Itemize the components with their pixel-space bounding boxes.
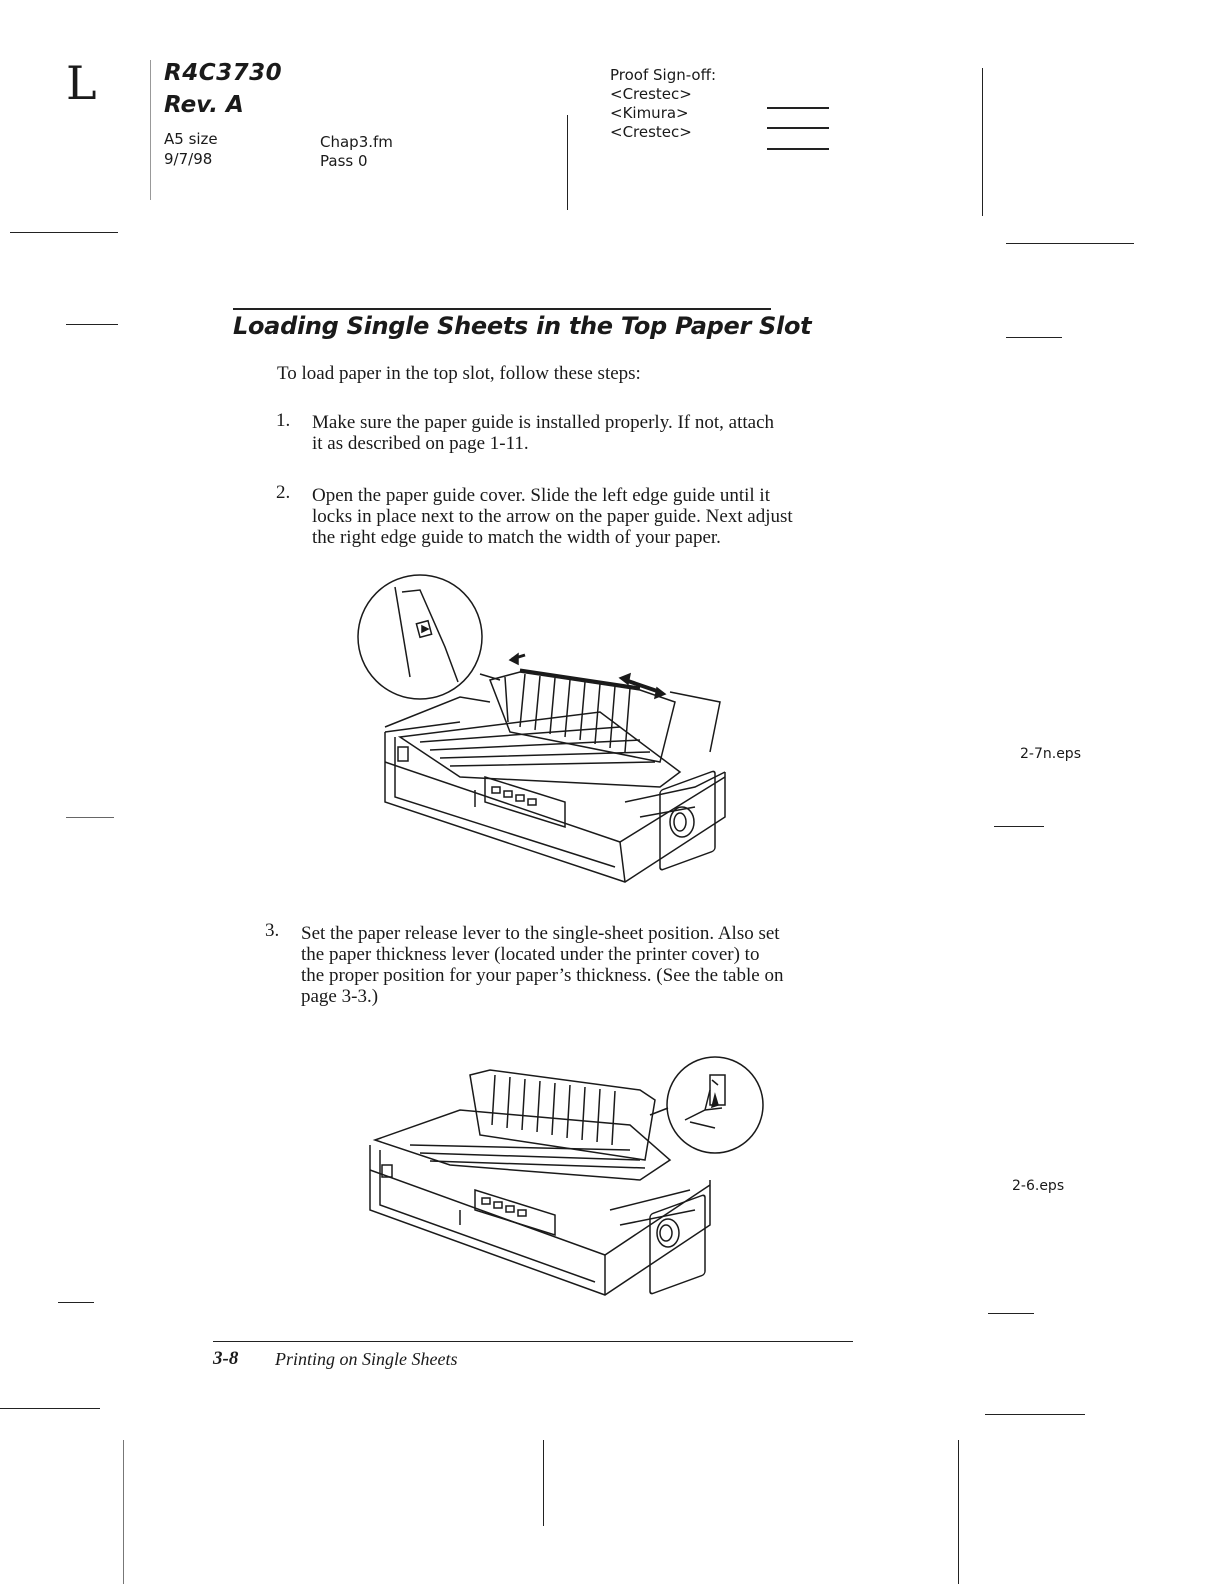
crop-mark <box>988 1313 1034 1314</box>
step-line: locks in place next to the arrow on the paper guide. Next adjust <box>312 506 793 527</box>
figure-filename: 2-7n.eps <box>1020 746 1081 762</box>
document-revision: Rev. A <box>164 92 244 118</box>
crop-mark <box>123 1440 124 1584</box>
signoff-line <box>767 107 829 109</box>
crop-mark <box>10 232 118 233</box>
proof-label: Proof Sign-off: <box>610 66 716 84</box>
signoff-line <box>767 148 829 150</box>
step-line: the paper thickness lever (located under the printer cover) to <box>301 944 760 965</box>
step-line: Set the paper release lever to the single-sheet position. Also set <box>301 923 780 944</box>
crop-mark <box>543 1440 544 1526</box>
intro-text: To load paper in the top slot, follow these steps: <box>277 363 641 384</box>
crop-mark <box>958 1440 959 1584</box>
date-label: 9/7/98 <box>164 150 213 168</box>
section-title: Loading Single Sheets in the Top Paper Slot <box>233 312 812 340</box>
proof-signoff-block <box>610 66 716 142</box>
step-line: Make sure the paper guide is installed properly. If not, attach <box>312 412 775 433</box>
step-line: page 3-3.) <box>301 986 379 1007</box>
header-divider <box>567 115 568 210</box>
crop-mark <box>985 1414 1085 1415</box>
page-size-label: A5 size <box>164 130 218 148</box>
file-name-label: Chap3.fm <box>320 133 393 151</box>
step-number: 3. <box>265 920 280 941</box>
page-number: 3-8 <box>213 1348 239 1369</box>
printer-paper-guide-illustration <box>340 562 740 902</box>
step-number: 1. <box>276 410 291 431</box>
proof-name: <Crestec> <box>610 123 692 141</box>
crop-mark <box>994 826 1044 827</box>
signoff-line <box>767 127 829 129</box>
crop-mark <box>66 324 118 325</box>
step-text <box>312 485 872 548</box>
crop-mark <box>0 1408 100 1409</box>
step-line: Open the paper guide cover. Slide the left edge guide until it <box>312 485 770 506</box>
step-text <box>301 923 881 1007</box>
document-code: R4C3730 <box>164 60 283 86</box>
right-margin-line <box>982 68 983 216</box>
figure-filename: 2-6.eps <box>1012 1178 1065 1194</box>
crop-mark <box>66 817 114 818</box>
crop-mark <box>58 1302 94 1303</box>
printer-release-lever-illustration <box>360 1050 780 1325</box>
pass-label: Pass 0 <box>320 152 368 170</box>
crop-mark <box>1006 337 1062 338</box>
header-margin-line <box>150 60 151 200</box>
chapter-title: Printing on Single Sheets <box>275 1349 458 1369</box>
step-number: 2. <box>276 482 291 503</box>
side-letter: L <box>66 56 97 110</box>
proof-name: <Crestec> <box>610 85 692 103</box>
crop-mark <box>1006 243 1134 244</box>
step-line: it as described on page 1-11. <box>312 433 529 454</box>
step-line: the right edge guide to match the width of your paper. <box>312 527 721 548</box>
proof-name: <Kimura> <box>610 104 689 122</box>
footer-rule <box>213 1341 853 1342</box>
step-text <box>312 412 872 454</box>
section-rule <box>233 308 771 310</box>
step-line: the proper position for your paper’s thickness. (See the table on <box>301 965 784 986</box>
